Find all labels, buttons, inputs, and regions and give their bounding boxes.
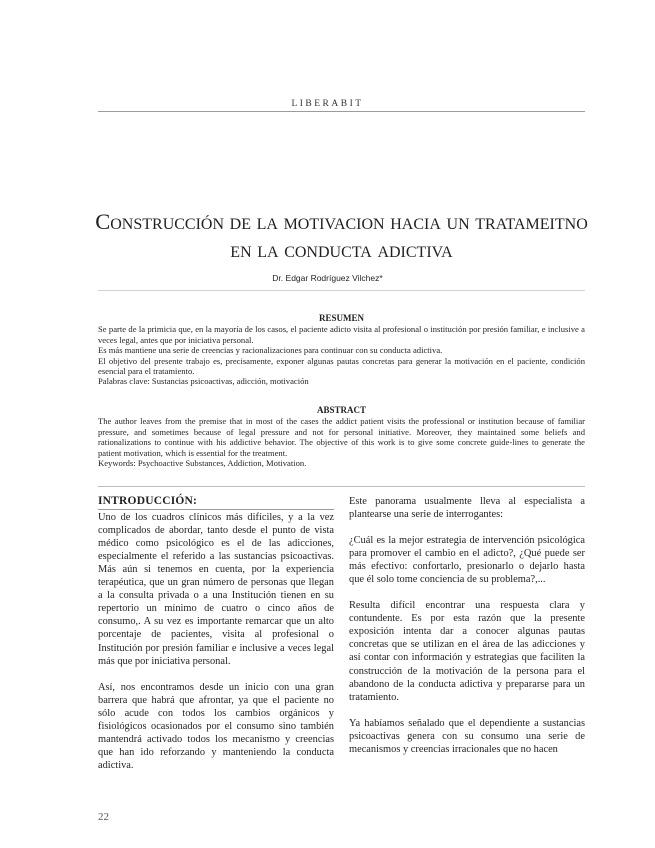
resumen-section	[98, 313, 585, 387]
author-divider	[98, 290, 585, 291]
journal-header: LIBERABIT	[291, 99, 364, 109]
resumen-paragraph: El objetivo del presente trabajo es, precisamente, exponer algunas pautas concretas para generar la motivación en el paciente, condición esencial para el tratamiento.	[98, 355, 585, 377]
body-column-left	[98, 495, 334, 785]
body-column-right	[349, 495, 585, 769]
article-author: Dr. Edgar Rodríguez Vilchez*	[272, 273, 383, 283]
article-title: Construcción de la motivacion hacia un tratameitno en la conducta adictiva	[95, 209, 588, 262]
page-number: 22	[98, 811, 109, 823]
abstract-heading: ABSTRACT	[316, 405, 366, 415]
body-paragraph: Uno de los cuadros clínicos más difíciles, y a la vez complicados de abordar, tanto desde el punto de vista médico como psicológico es el de las adicciones, especialmente el referido a las sustancias psicoactivas. Más aún si tenemos en cuenta, por la experiencia terapéutica, que un gran número de personas que llegan a la consulta privada o a una Institución tienen en su repertorio un mínimo de cuatro o cinco años de consumo,. A su vez es importante remarcar que un alto porcentaje de pacientes, visita al profesional o Institución por presión familiar e inclusive a veces legal más que por iniciativa personal.	[98, 512, 334, 667]
body-paragraph: Este panorama usualmente lleva al especialista a plantearse una serie de interrogantes:	[349, 496, 585, 521]
abstract-divider	[98, 486, 585, 487]
resumen-paragraph: Es más mantiene una serie de creencias y racionalizaciones para continuar con su conducta adictiva.	[98, 345, 443, 356]
abstract-keywords: Keywords: Psychoactive Substances, Addiction, Motivation.	[98, 458, 307, 469]
section-heading-introduccion: INTRODUCCIÓN:	[98, 495, 334, 510]
body-paragraph: Resulta difícil encontrar una respuesta clara y contundente. Es por esta razón que la presente exposición intenta dar a conocer algunas pautas concretas que se utilizan en el área de las adicciones y así contar con información y estrategias que faciliten la construcción de la motivación de la persona para el abandono de la conducta adictiva y prepararse para un tratamiento.	[349, 600, 585, 703]
resumen-heading: RESUMEN	[318, 313, 364, 323]
body-paragraph: Así, nos encontramos desde un inicio con una gran barrera que habrá que afrontar, ya que el paciente no sólo acude con todos los cambios orgánicos y fisiológicos ocasionados por el consumo sino también mantendrá activado todos los mecanismo y creencias que han ido reforzando y manteniendo la conducta adictiva.	[98, 681, 334, 771]
abstract-section	[98, 405, 585, 468]
header-divider	[98, 111, 585, 112]
body-paragraph: ¿Cuál es la mejor estrategia de intervención psicológica para promover el cambio en el adicto?, ¿Qué puede ser más efectivo: confortarlo, presionarlo o dejarlo hasta que él solo tome conciencia de su problema?,...	[349, 535, 585, 586]
resumen-paragraph: Se parte de la primicia que, en la mayoría de los casos, el paciente adicto visita al profesional o institución por presión familiar, e inclusive a veces legal, antes que por iniciativa personal.	[98, 324, 585, 345]
resumen-keywords: Palabras clave: Sustancias psicoactivas, adicción, motivación	[98, 376, 309, 387]
body-paragraph: Ya habíamos señalado que el dependiente a sustancias psicoactivas genera con su consumo una serie de mecanismos y creencias irracionales que no hacen	[349, 717, 585, 755]
abstract-paragraph: The author leaves from the premise that in most of the cases the addict patient visits the professional or institution because of familiar pressure, and sometimes because of legal pressure and not for personal initiative. Moreover, they maintained some beliefs and rationalizations to continue with his addictive behavior. The objective of this work is to give some concrete guide-lines to generate the patient motivation, which is essential for the treatment.	[98, 416, 585, 458]
